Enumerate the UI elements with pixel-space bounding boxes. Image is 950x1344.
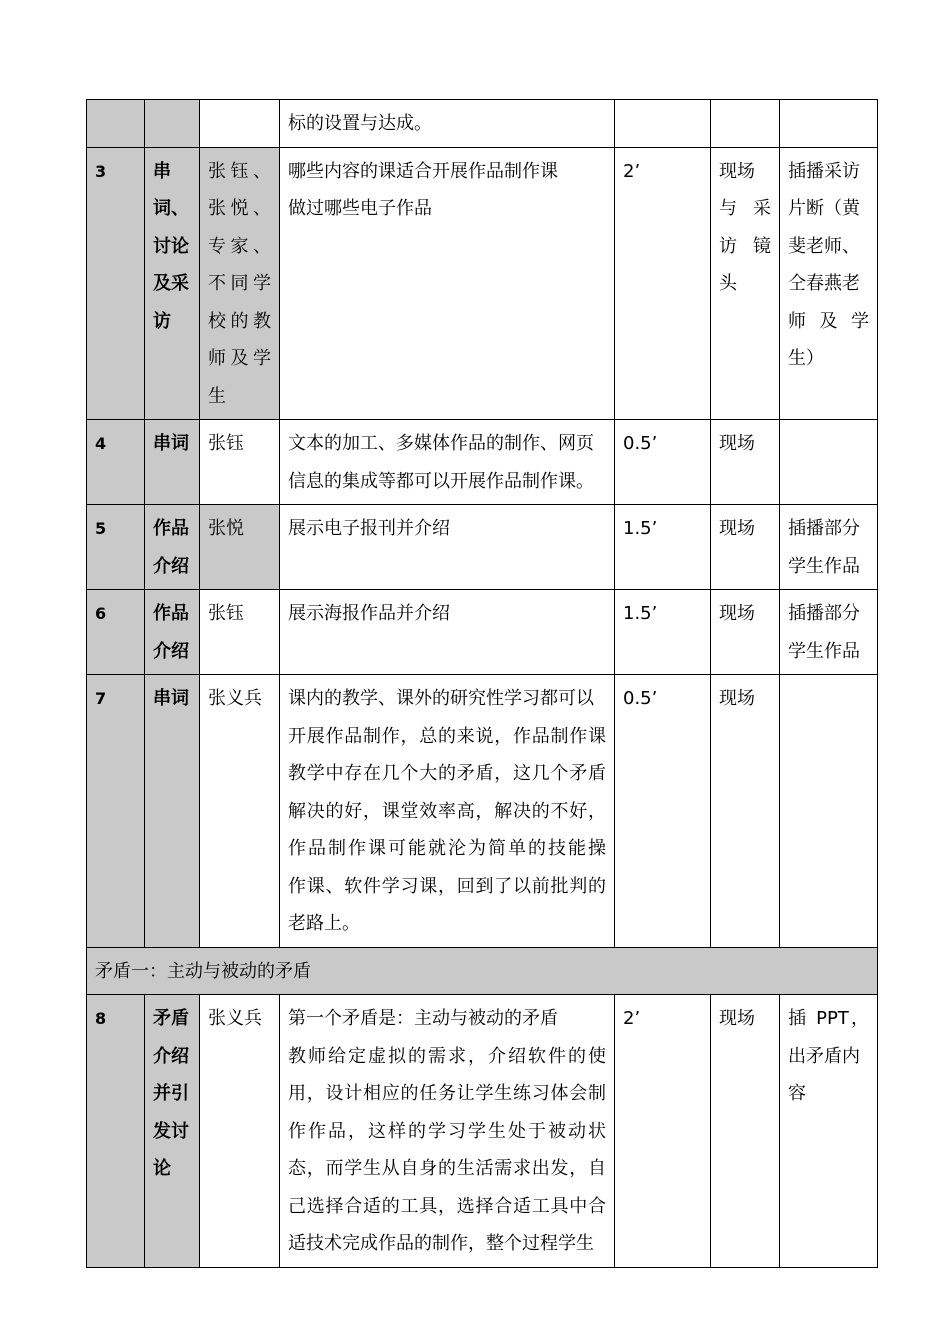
content-cell — [280, 995, 615, 1268]
shot-cell-line: 现场 — [719, 1008, 755, 1029]
people-cell — [200, 147, 280, 420]
row-number: 6 — [87, 590, 145, 675]
segment-cell — [145, 505, 200, 590]
shot-cell — [711, 995, 780, 1268]
people-cell — [200, 505, 280, 590]
content-cell-line: 适技术完成作品的制作，整个过程学生 — [288, 1233, 594, 1254]
segment-cell-line: 词、 — [153, 198, 189, 219]
segment-cell — [145, 995, 200, 1268]
note-cell — [780, 100, 878, 148]
note-cell — [780, 995, 878, 1268]
shot-cell — [711, 505, 780, 590]
people-cell-line: 张义兵 — [208, 688, 262, 709]
note-cell-line: 插播采访 — [788, 160, 860, 182]
content-cell — [280, 100, 615, 148]
segment-cell — [145, 420, 200, 505]
content-cell-line: 老路上。 — [288, 913, 360, 934]
segment-cell-line: 矛盾 — [153, 1008, 189, 1029]
segment-cell — [145, 675, 200, 948]
content-cell-line: 展示海报作品并介绍 — [288, 603, 450, 624]
note-cell — [780, 147, 878, 420]
segment-cell-line: 介绍 — [153, 555, 189, 577]
shot-cell-line: 头 — [719, 273, 737, 294]
people-cell — [200, 100, 280, 148]
people-cell-line: 生 — [208, 385, 226, 407]
content-cell-line: 标的设置与达成。 — [288, 113, 432, 134]
content-cell-line: 信息的集成等都可以开展作品制作课。 — [288, 470, 594, 492]
people-cell-line: 专家、 — [208, 235, 271, 257]
duration-cell: 2’ — [615, 147, 711, 420]
content-cell-line: 作品制作课可能就沦为简单的技能操 — [288, 838, 606, 859]
segment-cell-line: 串词 — [153, 688, 189, 709]
content-cell-line: 教师给定虚拟的需求，介绍软件的使 — [288, 1045, 606, 1067]
segment-cell-line: 并引 — [153, 1083, 189, 1104]
shot-cell — [711, 590, 780, 675]
note-cell-line: 出矛盾内 — [788, 1045, 860, 1067]
content-cell-line: 哪些内容的课适合开展作品制作课 — [288, 160, 558, 182]
content-cell — [280, 420, 615, 505]
content-cell-line: 课内的教学、课外的研究性学习都可以 — [288, 688, 594, 709]
people-cell-line: 张钰、 — [208, 160, 271, 182]
segment-cell — [145, 147, 200, 420]
section-header-row — [87, 947, 878, 995]
row-number: 4 — [87, 420, 145, 505]
table-row — [87, 420, 878, 505]
note-cell-line: 师 及 学 — [788, 310, 869, 332]
people-cell-line: 校的教 — [208, 310, 271, 332]
content-cell-line: 用，设计相应的任务让学生练习体会制 — [288, 1083, 606, 1104]
shot-cell-line: 与 采 — [719, 198, 771, 219]
note-cell — [780, 505, 878, 590]
shot-cell — [711, 675, 780, 948]
note-cell-line: 仝春燕老 — [788, 273, 860, 294]
people-cell-line: 张钰 — [208, 433, 244, 454]
content-cell-line: 作课、软件学习课，回到了以前批判的 — [288, 875, 606, 897]
segment-cell-line: 论 — [153, 1158, 171, 1179]
content-cell — [280, 590, 615, 675]
table-row — [87, 147, 878, 420]
row-number: 3 — [87, 147, 145, 420]
table-row — [87, 505, 878, 590]
note-cell-line: 生） — [788, 348, 824, 369]
content-cell — [280, 675, 615, 948]
duration-cell: 0.5’ — [615, 675, 711, 948]
segment-cell-line: 串词 — [153, 433, 189, 454]
note-cell-line: 片断（黄 — [788, 198, 860, 219]
duration-cell: 2’ — [615, 995, 711, 1268]
table-row — [87, 675, 878, 948]
duration-cell: 0.5’ — [615, 420, 711, 505]
people-cell-line: 张钰 — [208, 603, 244, 624]
row-number: 5 — [87, 505, 145, 590]
note-cell — [780, 675, 878, 948]
content-cell-line: 文本的加工、多媒体作品的制作、网页 — [288, 433, 594, 454]
content-cell-line: 态，而学生从自身的生活需求出发，自 — [288, 1158, 606, 1179]
row-number: 8 — [87, 995, 145, 1268]
content-cell — [280, 505, 615, 590]
segment-cell-line: 介绍 — [153, 1045, 189, 1067]
note-cell-line: 容 — [788, 1083, 806, 1104]
row-number — [87, 100, 145, 148]
duration-cell: 1.5’ — [615, 505, 711, 590]
people-cell-line: 张悦 — [208, 518, 244, 539]
shot-cell — [711, 420, 780, 505]
section-title: 矛盾一：主动与被动的矛盾 — [87, 947, 878, 995]
shot-cell — [711, 147, 780, 420]
people-cell-line: 张悦、 — [208, 198, 271, 219]
content-cell-line: 开展作品制作，总的来说，作品制作课 — [288, 725, 606, 747]
segment-cell-line: 介绍 — [153, 640, 189, 662]
segment-cell-line: 作品 — [153, 603, 189, 624]
people-cell-line: 不同学 — [208, 273, 271, 294]
segment-cell-line: 访 — [153, 310, 171, 332]
note-cell-line: 学生作品 — [788, 640, 860, 662]
segment-cell-line: 串 — [153, 160, 171, 182]
content-cell-line: 展示电子报刊并介绍 — [288, 518, 450, 539]
script-table — [86, 99, 878, 1268]
shot-cell-line: 现场 — [719, 603, 755, 624]
note-cell-line: 插 PPT， — [788, 1008, 869, 1029]
people-cell — [200, 675, 280, 948]
table-row — [87, 100, 878, 148]
content-cell-line: 己选择合适的工具，选择合适工具中合 — [288, 1195, 606, 1217]
shot-cell-line: 现场 — [719, 160, 755, 182]
segment-cell-line: 发讨 — [153, 1120, 189, 1142]
note-cell-line: 学生作品 — [788, 555, 860, 577]
people-cell — [200, 590, 280, 675]
content-cell-line: 作作品，这样的学习学生处于被动状 — [288, 1120, 606, 1142]
duration-cell: 1.5’ — [615, 590, 711, 675]
segment-cell-line: 讨论 — [153, 235, 189, 257]
people-cell-line: 师及学 — [208, 348, 271, 369]
people-cell — [200, 995, 280, 1268]
note-cell-line: 插播部分 — [788, 603, 860, 624]
segment-cell-line: 作品 — [153, 518, 189, 539]
segment-cell — [145, 590, 200, 675]
people-cell-line: 张义兵 — [208, 1008, 262, 1029]
content-cell-line: 第一个矛盾是：主动与被动的矛盾 — [288, 1008, 558, 1029]
segment-cell — [145, 100, 200, 148]
shot-cell-line: 访 镜 — [719, 235, 771, 257]
content-cell-line: 做过哪些电子作品 — [288, 198, 432, 219]
shot-cell — [711, 100, 780, 148]
segment-cell-line: 及采 — [153, 273, 189, 294]
content-cell-line: 教学中存在几个大的矛盾，这几个矛盾 — [288, 763, 606, 784]
content-cell — [280, 147, 615, 420]
row-number: 7 — [87, 675, 145, 948]
shot-cell-line: 现场 — [719, 688, 755, 709]
note-cell-line: 插播部分 — [788, 518, 860, 539]
table-row — [87, 995, 878, 1268]
content-cell-line: 解决的好，课堂效率高，解决的不好， — [288, 800, 606, 822]
shot-cell-line: 现场 — [719, 518, 755, 539]
note-cell — [780, 590, 878, 675]
duration-cell — [615, 100, 711, 148]
note-cell — [780, 420, 878, 505]
shot-cell-line: 现场 — [719, 433, 755, 454]
note-cell-line: 斐老师、 — [788, 235, 860, 257]
table-row — [87, 590, 878, 675]
people-cell — [200, 420, 280, 505]
